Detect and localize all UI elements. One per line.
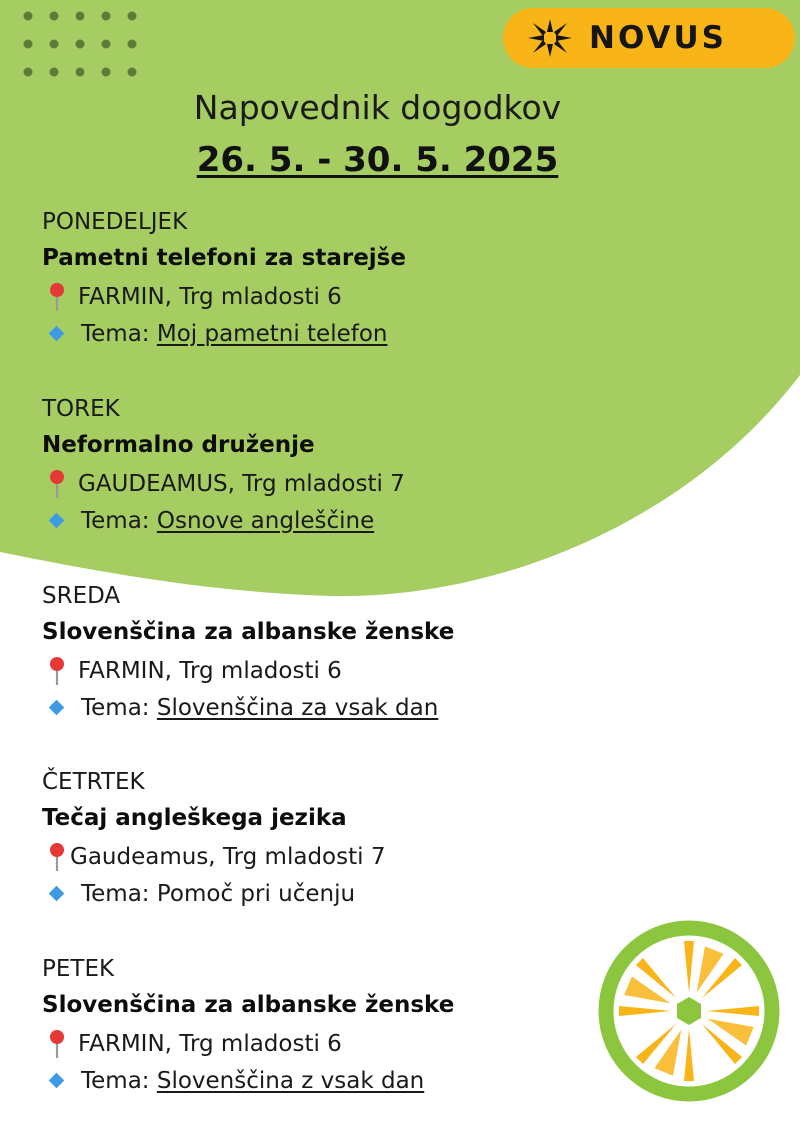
map-pin-icon bbox=[46, 469, 68, 499]
event-name: Tečaj angleškega jezika bbox=[42, 805, 347, 831]
topic-prefix: Tema: bbox=[81, 507, 157, 534]
topic-link[interactable]: Osnove angleščine bbox=[156, 507, 375, 534]
topic-prefix: Tema: bbox=[81, 880, 157, 907]
topic-prefix: Tema: bbox=[81, 320, 157, 347]
event-day: SREDA bbox=[42, 583, 121, 609]
diamond-bullet-icon bbox=[49, 700, 65, 716]
diamond-bullet-icon bbox=[49, 1073, 65, 1089]
dot-grid-decoration bbox=[22, 10, 152, 80]
event-name: Neformalno druženje bbox=[42, 432, 315, 458]
date-range: 26. 5. - 30. 5. 2025 bbox=[196, 140, 559, 180]
event-location bbox=[42, 1025, 642, 1062]
event-topic bbox=[42, 1062, 642, 1099]
event-name: Slovenščina za albanske ženske bbox=[42, 992, 455, 1018]
event-topic bbox=[42, 502, 642, 539]
topic-text: Pomoč pri učenju bbox=[156, 880, 356, 907]
novus-logo bbox=[503, 8, 795, 68]
topic-link[interactable]: Slovenščina z vsak dan bbox=[156, 1067, 425, 1094]
event-name: Pametni telefoni za starejše bbox=[42, 245, 406, 271]
event-day: PETEK bbox=[42, 956, 115, 982]
location-text: GAUDEAMUS, Trg mladosti 7 bbox=[78, 470, 405, 497]
topic-link[interactable]: Slovenščina za vsak dan bbox=[156, 694, 439, 721]
location-text: FARMIN, Trg mladosti 6 bbox=[78, 283, 342, 310]
event-location bbox=[42, 652, 642, 689]
event-friday bbox=[42, 951, 642, 1099]
event-topic bbox=[42, 875, 642, 912]
location-text: FARMIN, Trg mladosti 6 bbox=[78, 1030, 342, 1057]
wheel-decoration bbox=[598, 920, 780, 1102]
event-topic bbox=[42, 315, 642, 352]
topic-link[interactable]: Moj pametni telefon bbox=[156, 320, 388, 347]
event-tuesday bbox=[42, 391, 642, 539]
event-name: Slovenščina za albanske ženske bbox=[42, 619, 455, 645]
location-text: FARMIN, Trg mladosti 6 bbox=[78, 657, 342, 684]
event-day: ČETRTEK bbox=[42, 769, 145, 795]
event-thursday bbox=[42, 764, 642, 912]
event-day: TOREK bbox=[42, 396, 120, 422]
map-pin-icon bbox=[46, 842, 68, 872]
map-pin-icon bbox=[46, 656, 68, 686]
diamond-bullet-icon bbox=[49, 513, 65, 529]
map-pin-icon bbox=[46, 1029, 68, 1059]
logo-text: NOVUS bbox=[589, 20, 727, 56]
event-day: PONEDELJEK bbox=[42, 209, 188, 235]
event-topic bbox=[42, 689, 642, 726]
topic-prefix: Tema: bbox=[81, 694, 157, 721]
location-text: Gaudeamus, Trg mladosti 7 bbox=[70, 843, 386, 870]
page-title: Napovednik dogodkov bbox=[193, 88, 562, 127]
diamond-bullet-icon bbox=[49, 326, 65, 342]
event-location bbox=[42, 465, 642, 502]
diamond-bullet-icon bbox=[49, 886, 65, 902]
event-wednesday bbox=[42, 578, 642, 726]
event-monday bbox=[42, 204, 642, 352]
event-location bbox=[42, 278, 642, 315]
map-pin-icon bbox=[46, 282, 68, 312]
topic-prefix: Tema: bbox=[81, 1067, 157, 1094]
event-location bbox=[42, 838, 642, 875]
starburst-icon bbox=[525, 18, 575, 58]
